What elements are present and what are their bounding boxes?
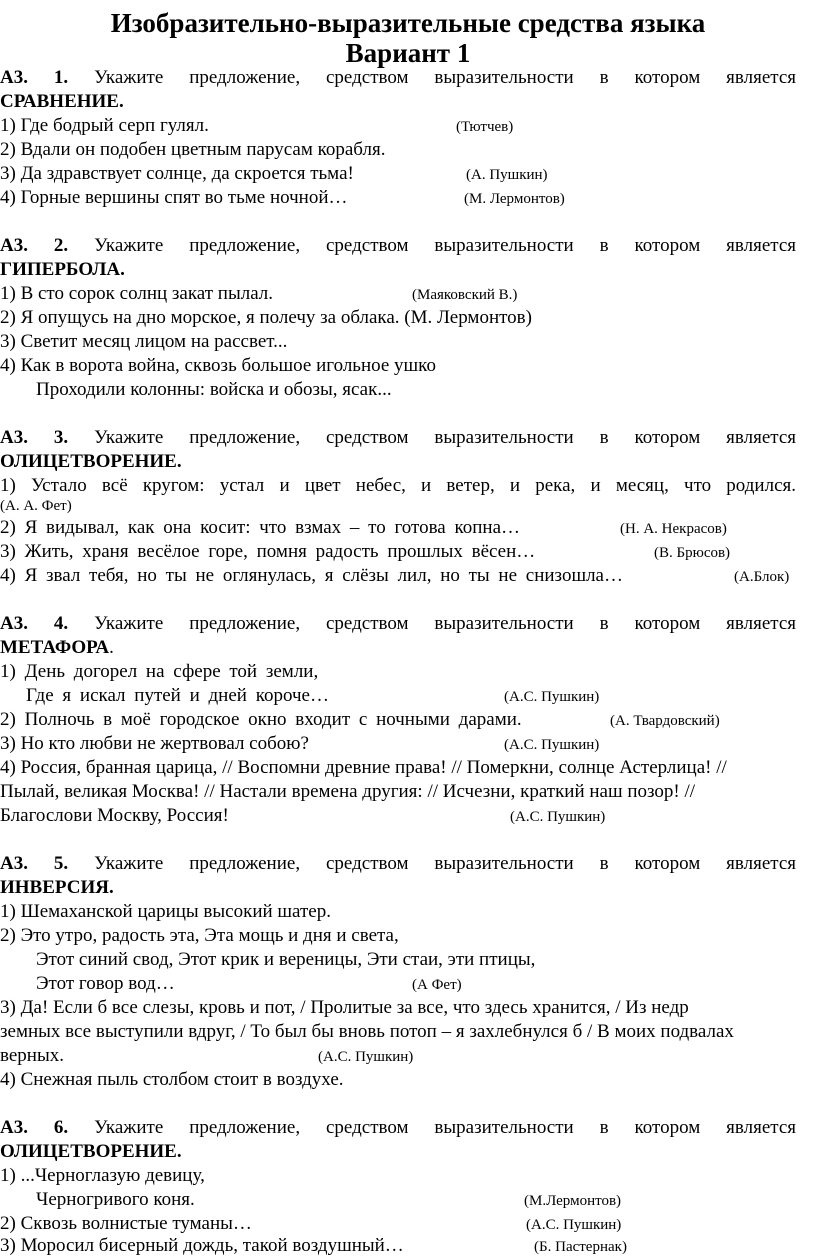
question-text: Укажите предложение, средством выразительности в котором является bbox=[94, 853, 796, 874]
question-text: Укажите предложение, средством выразительности в котором является bbox=[94, 235, 796, 256]
option-1: 1) ...Черноглазую девицу, bbox=[0, 1165, 205, 1186]
option-3: 3) Да! Если б все слезы, кровь и пот, / Пролитые за все, что здесь хранится, / Из недр bbox=[0, 997, 689, 1018]
option-source: (Б. Пастернак) bbox=[534, 1239, 627, 1255]
question-1-term: СРАВНЕНИЕ. bbox=[0, 91, 124, 112]
option-source: (Тютчев) bbox=[456, 119, 514, 135]
option-2: 2) Полночь в моё городское окно входит с ночными дарами. bbox=[0, 709, 522, 730]
option-4: 4) Снежная пыль столбом стоит в воздухе. bbox=[0, 1069, 344, 1090]
question-text: Укажите предложение, средством выразительности в котором является bbox=[94, 67, 796, 88]
question-4-term: МЕТАФОРА bbox=[0, 637, 110, 658]
question-3-term: ОЛИЦЕТВОРЕНИЕ. bbox=[0, 451, 182, 472]
question-number: А3. 6. bbox=[0, 1117, 69, 1138]
option-3-continued: верных. bbox=[0, 1045, 64, 1066]
page-title-line-1: Изобразительно-выразительные средства языка bbox=[110, 8, 706, 38]
option-2: 2) Я видывал, как она косит: что взмах – то готова копна… bbox=[0, 517, 521, 538]
question-number: А3. 4. bbox=[0, 613, 69, 634]
option-source: (А.Блок) bbox=[734, 569, 790, 585]
question-text: Укажите предложение, средством выразительности в котором является bbox=[94, 427, 796, 448]
question-number: А3. 5. bbox=[0, 853, 69, 874]
question-5-prompt bbox=[0, 852, 796, 876]
option-2: 2) Я опущусь на дно морское, я полечу за облака. (М. Лермонтов) bbox=[0, 307, 532, 328]
option-3: 3) Но кто любви не жертвовал собою? bbox=[0, 733, 309, 754]
option-source: (Н. А. Некрасов) bbox=[620, 521, 727, 537]
option-2-continued: Этот синий свод, Этот крик и вереницы, Эти стаи, эти птицы, bbox=[36, 949, 536, 970]
option-3: 3) Жить, храня весёлое горе, помня радость прошлых вёсен… bbox=[0, 541, 536, 562]
option-source: (А. Твардовский) bbox=[610, 713, 720, 729]
question-6-term: ОЛИЦЕТВОРЕНИЕ. bbox=[0, 1141, 182, 1162]
option-source: (А Фет) bbox=[412, 977, 462, 993]
option-1: 1) Устало всё кругом: устал и цвет небес, и ветер, и река, и месяц, что родился. bbox=[0, 475, 796, 496]
option-3: 3) Моросил бисерный дождь, такой воздушный… bbox=[0, 1235, 404, 1256]
question-2-term: ГИПЕРБОЛА. bbox=[0, 259, 125, 280]
option-source: (М.Лермонтов) bbox=[524, 1193, 622, 1209]
option-3: 3) Светит месяц лицом на рассвет... bbox=[0, 331, 288, 352]
question-1-prompt bbox=[0, 66, 796, 90]
option-1-continued: Где я искал путей и дней короче… bbox=[26, 685, 329, 706]
option-1: 1) День догорел на сфере той земли, bbox=[0, 661, 319, 682]
page-title-line-2: Вариант 1 bbox=[345, 38, 471, 68]
option-2: 2) Вдали он подобен цветным парусам корабля. bbox=[0, 139, 386, 160]
option-2: 2) Сквозь волнистые туманы… bbox=[0, 1213, 252, 1234]
option-1: 1) Где бодрый серп гулял. bbox=[0, 115, 209, 136]
option-4-continued: Пылай, великая Москва! // Настали времена другия: // Исчезни, краткий наш позор! // bbox=[0, 781, 696, 802]
question-4-prompt bbox=[0, 612, 796, 636]
question-3-prompt bbox=[0, 426, 796, 450]
option-3-continued: земных все выступили вдруг, / То был бы вновь потоп – я захлебнулся б / В моих подвалах bbox=[0, 1021, 734, 1042]
option-4: 4) Я звал тебя, но ты не оглянулась, я слёзы лил, но ты не снизошла… bbox=[0, 565, 623, 586]
question-2-prompt bbox=[0, 234, 796, 258]
question-text: Укажите предложение, средством выразительности в котором является bbox=[94, 613, 796, 634]
option-1: 1) В сто сорок солнц закат пылал. bbox=[0, 283, 274, 304]
option-4: 4) Как в ворота война, сквозь большое игольное ушко bbox=[0, 355, 436, 376]
option-4: 4) Россия, бранная царица, // Воспомни древние права! // Померкни, солнце Астерлица! // bbox=[0, 757, 727, 778]
question-5-term: ИНВЕРСИЯ. bbox=[0, 877, 114, 898]
option-source: (В. Брюсов) bbox=[654, 545, 731, 561]
option-2-continued: Этот говор вод… bbox=[36, 973, 175, 994]
option-1-continued: Черногривого коня. bbox=[36, 1189, 195, 1210]
option-4: 4) Горные вершины спят во тьме ночной… bbox=[0, 187, 348, 208]
option-4-continued: Благослови Москву, Россия! bbox=[0, 805, 229, 826]
option-source: (А.С. Пушкин) bbox=[526, 1217, 622, 1233]
option-3: 3) Да здравствует солнце, да скроется тьма! bbox=[0, 163, 354, 184]
option-1: 1) Шемаханской царицы высокий шатер. bbox=[0, 901, 331, 922]
option-source: (А.С. Пушкин) bbox=[504, 689, 600, 705]
question-text: Укажите предложение, средством выразительности в котором является bbox=[94, 1117, 796, 1138]
option-source: (Маяковский В.) bbox=[412, 287, 518, 303]
question-number: А3. 2. bbox=[0, 235, 69, 256]
question-number: А3. 1. bbox=[0, 67, 69, 88]
option-source: (А.С. Пушкин) bbox=[318, 1049, 414, 1065]
option-4-continued: Проходили колонны: войска и обозы, ясак... bbox=[36, 379, 392, 400]
option-source: (А.С. Пушкин) bbox=[510, 809, 606, 825]
question-number: А3. 3. bbox=[0, 427, 69, 448]
option-source: (М. Лермонтов) bbox=[464, 191, 565, 207]
question-6-prompt bbox=[0, 1116, 796, 1140]
option-source: (А. Пушкин) bbox=[466, 167, 548, 183]
option-2: 2) Это утро, радость эта, Эта мощь и дня и света, bbox=[0, 925, 399, 946]
option-source: (А.С. Пушкин) bbox=[504, 737, 600, 753]
option-source: (А. А. Фет) bbox=[0, 498, 72, 514]
